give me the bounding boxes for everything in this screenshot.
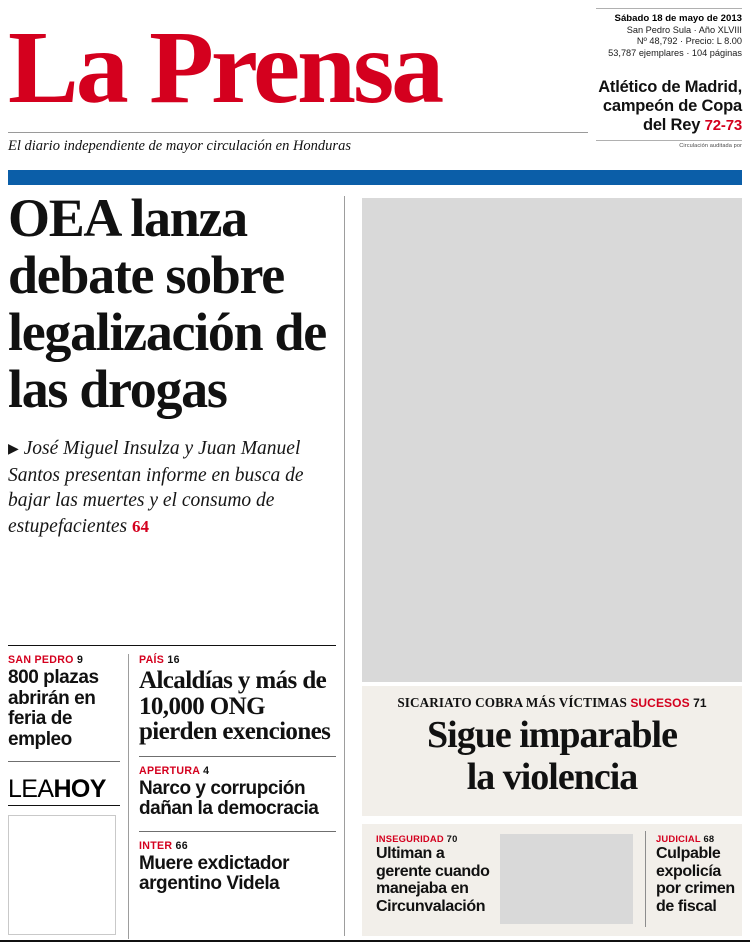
leahoy-rule (8, 805, 120, 806)
lower-left-section (8, 654, 336, 944)
middle-brief-column (139, 654, 336, 895)
violence-kicker-section: SUCESOS (630, 696, 690, 710)
left-brief-column (8, 654, 120, 935)
issue-date: Sábado 18 de mayo de 2013 (614, 13, 742, 24)
newspaper-logo[interactable]: La Prensa (8, 10, 442, 125)
brief-pais-page: 16 (167, 654, 180, 666)
right-briefs-section (362, 824, 742, 936)
sport-promo-line3-text: del Rey (642, 116, 701, 134)
sport-promo[interactable] (492, 78, 742, 135)
brief-judicial-page: 68 (703, 833, 715, 844)
content-area (0, 190, 750, 946)
sport-promo-line3 (492, 116, 742, 135)
violence-story[interactable] (362, 686, 742, 816)
brief-apertura-page: 4 (203, 764, 210, 777)
left-column-rule (8, 761, 120, 762)
brief-judicial-kicker (656, 833, 742, 844)
brief-inseguridad-section: INSEGURIDAD (376, 833, 444, 844)
brief-pais[interactable] (139, 654, 336, 745)
brief-san-pedro-headline: 800 plazas abrirán en feria de empleo (8, 667, 99, 750)
triangle-bullet-icon: ▶ (8, 442, 19, 457)
brief-inseguridad[interactable] (376, 833, 494, 915)
violence-headline-line1: Sigue imparable (427, 714, 677, 756)
violence-kicker-text: SICARIATO COBRA MÁS VÍCTIMAS (397, 695, 627, 710)
brief-pais-kicker (139, 654, 336, 666)
masthead-tagline: El diario independiente de mayor circulación en Honduras (8, 138, 351, 154)
sport-promo-page: 72-73 (704, 117, 742, 134)
leahoy-hoy: HOY (53, 775, 106, 803)
brief-inter-section: INTER (139, 839, 173, 852)
middle-column-rule-1 (139, 756, 336, 757)
issue-number-price: Nº 48,792 · Precio: L 8.00 (636, 36, 742, 47)
brief-inseguridad-page: 70 (446, 833, 458, 844)
leahoy-promo-image-placeholder[interactable] (8, 815, 116, 935)
lead-story[interactable] (8, 190, 336, 539)
brief-inter-kicker (139, 840, 336, 852)
issue-info (522, 13, 742, 59)
brief-pais-section: PAÍS (139, 654, 165, 666)
middle-column-rule-2 (139, 831, 336, 832)
issue-rule-top (596, 8, 742, 9)
brief-san-pedro[interactable] (8, 654, 120, 750)
brief-judicial-headline: Culpable expolicía por crimen de fiscal (656, 845, 735, 915)
issue-place-year: San Pedro Sula · Año XLVIII (626, 24, 742, 35)
masthead (0, 0, 750, 168)
main-photo-placeholder[interactable] (362, 198, 742, 682)
violence-kicker (362, 686, 742, 711)
brief-apertura-headline: Narco y corrupción dañan la democracia (139, 777, 319, 819)
brief-inseguridad-headline: Ultiman a gerente cuando manejaba en Circunvalación (376, 845, 490, 915)
page-bottom-rule (0, 940, 750, 942)
brief-inter-page: 66 (175, 839, 188, 852)
blue-divider-bar (8, 170, 742, 185)
violence-headline (362, 714, 742, 798)
lead-bottom-rule (8, 645, 336, 646)
brief-pais-headline: Alcaldías y más de 10,000 ONG pierden exenciones (139, 667, 331, 745)
brief-inseguridad-kicker (376, 833, 494, 844)
brief-inter[interactable] (139, 840, 336, 895)
brief-photo-placeholder[interactable] (500, 834, 633, 924)
violence-headline-line2: la violencia (466, 756, 638, 798)
brief-apertura-section: APERTURA (139, 764, 200, 777)
audit-note: Circulación auditada por (679, 143, 742, 149)
sport-promo-line2: campeón de Copa (602, 97, 742, 115)
violence-kicker-page: 71 (693, 696, 707, 710)
leahoy-logo[interactable] (8, 776, 120, 802)
issue-rule-bottom (596, 140, 742, 141)
brief-divider (645, 831, 646, 927)
brief-san-pedro-kicker (8, 654, 120, 666)
brief-apertura[interactable] (139, 765, 336, 820)
column-divider (344, 196, 345, 936)
sport-promo-line1: Atlético de Madrid, (598, 78, 742, 96)
brief-apertura-kicker (139, 765, 336, 777)
lead-deck (8, 436, 336, 539)
brief-judicial-section: JUDICIAL (656, 833, 701, 844)
brief-san-pedro-section: SAN PEDRO (8, 654, 74, 666)
brief-judicial[interactable] (656, 833, 742, 915)
brief-san-pedro-page: 9 (76, 654, 84, 666)
right-column (353, 190, 742, 946)
lead-deck-page: 64 (132, 516, 149, 536)
leahoy-lea: LEA (8, 775, 54, 803)
brief-inter-headline: Muere exdictador argentino Videla (139, 852, 290, 894)
lead-headline: OEA lanza debate sobre legalización de las drogas (8, 188, 326, 419)
inner-column-divider (128, 654, 129, 939)
lead-deck-text: José Miguel Insulza y Juan Manuel Santos presentan informe en busca de bajar las muertes y el consumo de estupefacientes (8, 438, 304, 537)
issue-copies-pages: 53,787 ejemplares · 104 páginas (608, 47, 742, 58)
